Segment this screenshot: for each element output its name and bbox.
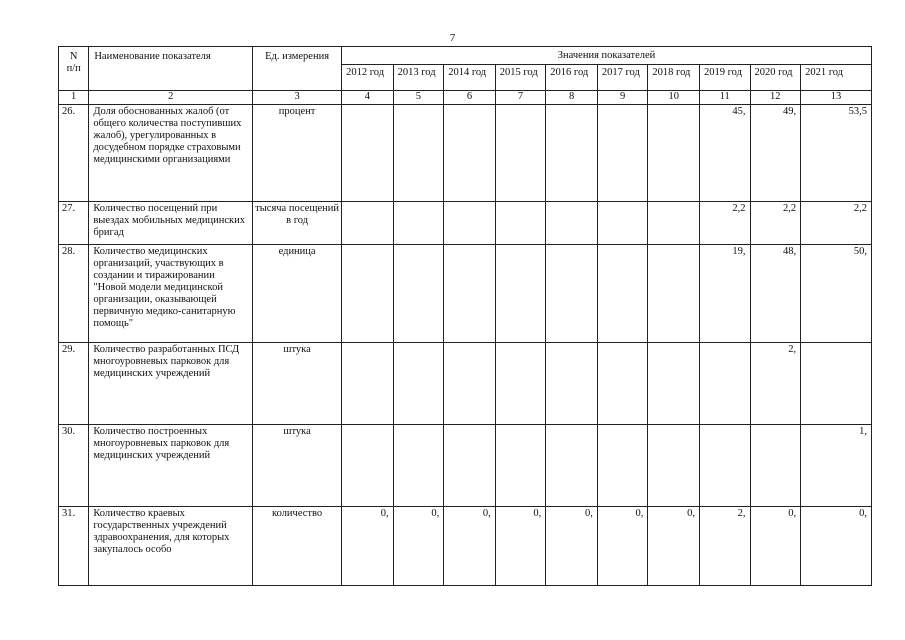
column-number: 7 bbox=[495, 91, 546, 105]
row-value bbox=[648, 202, 700, 245]
column-number: 11 bbox=[699, 91, 750, 105]
row-value bbox=[546, 245, 598, 343]
row-value bbox=[546, 425, 598, 507]
row-value bbox=[546, 202, 598, 245]
table-row bbox=[59, 425, 872, 507]
row-value bbox=[648, 105, 700, 202]
row-value: 0, bbox=[444, 507, 496, 586]
row-value bbox=[699, 425, 750, 507]
row-name: Количество посещений при выездах мобильных медицинских бригад bbox=[89, 202, 253, 245]
row-value bbox=[393, 245, 444, 343]
row-value: 0, bbox=[342, 507, 394, 586]
header-year: 2014 год bbox=[444, 65, 496, 91]
row-value bbox=[393, 425, 444, 507]
row-value: 50, bbox=[801, 245, 872, 343]
page-number: 7 bbox=[449, 32, 456, 44]
column-number: 8 bbox=[546, 91, 598, 105]
row-name: Количество разработанных ПСД многоуровневых парковок для медицинских учреждений bbox=[89, 343, 253, 425]
column-number: 9 bbox=[597, 91, 648, 105]
row-unit: процент bbox=[253, 105, 342, 202]
table-row bbox=[59, 343, 872, 425]
header-year: 2015 год bbox=[495, 65, 546, 91]
row-value: 0, bbox=[495, 507, 546, 586]
row-value bbox=[495, 425, 546, 507]
row-value bbox=[750, 425, 801, 507]
row-number: 26. bbox=[59, 105, 89, 202]
row-value: 19, bbox=[699, 245, 750, 343]
row-unit: штука bbox=[253, 343, 342, 425]
row-value bbox=[342, 202, 394, 245]
table-row bbox=[59, 202, 872, 245]
row-value bbox=[342, 425, 394, 507]
row-number: 31. bbox=[59, 507, 89, 586]
row-value: 0, bbox=[597, 507, 648, 586]
row-value bbox=[648, 425, 700, 507]
row-value bbox=[648, 245, 700, 343]
header-name: Наименование показателя bbox=[89, 47, 253, 91]
row-value bbox=[444, 343, 496, 425]
header-year: 2021 год bbox=[801, 65, 872, 91]
row-value bbox=[648, 343, 700, 425]
header-year: 2020 год bbox=[750, 65, 801, 91]
row-value: 0, bbox=[801, 507, 872, 586]
row-value: 2,2 bbox=[801, 202, 872, 245]
row-value bbox=[393, 105, 444, 202]
row-value bbox=[444, 245, 496, 343]
column-number: 2 bbox=[89, 91, 253, 105]
row-value bbox=[546, 343, 598, 425]
row-value bbox=[495, 343, 546, 425]
column-number: 1 bbox=[59, 91, 89, 105]
row-value bbox=[495, 105, 546, 202]
row-number: 29. bbox=[59, 343, 89, 425]
row-value: 0, bbox=[750, 507, 801, 586]
row-value: 2, bbox=[699, 507, 750, 586]
indicators-table bbox=[58, 46, 872, 586]
header-year: 2012 год bbox=[342, 65, 394, 91]
column-number: 4 bbox=[342, 91, 394, 105]
row-value: 2,2 bbox=[699, 202, 750, 245]
header-values: Значения показателей bbox=[342, 47, 872, 65]
row-value bbox=[597, 202, 648, 245]
row-value bbox=[444, 105, 496, 202]
row-name: Количество медицинских организаций, участвующих в создании и тиражировании "Новой модели медицинской организации, оказывающей первичную медико-санитарную помощь" bbox=[89, 245, 253, 343]
column-number: 3 bbox=[253, 91, 342, 105]
row-value: 48, bbox=[750, 245, 801, 343]
row-value: 49, bbox=[750, 105, 801, 202]
row-value bbox=[342, 343, 394, 425]
table-row bbox=[59, 105, 872, 202]
row-value: 1, bbox=[801, 425, 872, 507]
row-number: 30. bbox=[59, 425, 89, 507]
row-value: 2, bbox=[750, 343, 801, 425]
header-year: 2018 год bbox=[648, 65, 700, 91]
column-number: 13 bbox=[801, 91, 872, 105]
table-row bbox=[59, 507, 872, 586]
row-value bbox=[546, 105, 598, 202]
row-value bbox=[597, 343, 648, 425]
row-value bbox=[393, 343, 444, 425]
row-value: 0, bbox=[546, 507, 598, 586]
row-unit: количество bbox=[253, 507, 342, 586]
header-num bbox=[59, 47, 89, 91]
row-value bbox=[597, 425, 648, 507]
column-number: 5 bbox=[393, 91, 444, 105]
column-number: 10 bbox=[648, 91, 700, 105]
row-value bbox=[444, 202, 496, 245]
row-unit: единица bbox=[253, 245, 342, 343]
row-value: 53,5 bbox=[801, 105, 872, 202]
header-year: 2019 год bbox=[699, 65, 750, 91]
header-num-line1: N bbox=[69, 51, 78, 62]
row-value bbox=[393, 202, 444, 245]
row-value bbox=[699, 343, 750, 425]
row-value bbox=[342, 245, 394, 343]
header-year: 2017 год bbox=[597, 65, 648, 91]
row-value: 0, bbox=[393, 507, 444, 586]
row-value: 45, bbox=[699, 105, 750, 202]
row-name: Количество построенных многоуровневых парковок для медицинских учреждений bbox=[89, 425, 253, 507]
row-number: 28. bbox=[59, 245, 89, 343]
row-value bbox=[801, 343, 872, 425]
row-value bbox=[495, 245, 546, 343]
row-value bbox=[444, 425, 496, 507]
row-value bbox=[597, 105, 648, 202]
header-unit: Ед. измерения bbox=[253, 47, 342, 91]
header-year: 2016 год bbox=[546, 65, 598, 91]
row-value: 2,2 bbox=[750, 202, 801, 245]
column-number: 12 bbox=[750, 91, 801, 105]
column-number: 6 bbox=[444, 91, 496, 105]
table-row bbox=[59, 245, 872, 343]
row-value bbox=[597, 245, 648, 343]
row-name: Доля обоснованных жалоб (от общего количества поступивших жалоб), урегулированных в досудебном порядке страховыми медицинскими организациями bbox=[89, 105, 253, 202]
row-name: Количество краевых государственных учреждений здравоохранения, для которых закупалось особо bbox=[89, 507, 253, 586]
header-num-line2: п/п bbox=[66, 63, 81, 74]
row-value bbox=[495, 202, 546, 245]
row-number: 27. bbox=[59, 202, 89, 245]
row-value: 0, bbox=[648, 507, 700, 586]
row-unit: штука bbox=[253, 425, 342, 507]
header-year: 2013 год bbox=[393, 65, 444, 91]
row-unit: тысяча посещений в год bbox=[253, 202, 342, 245]
row-value bbox=[342, 105, 394, 202]
